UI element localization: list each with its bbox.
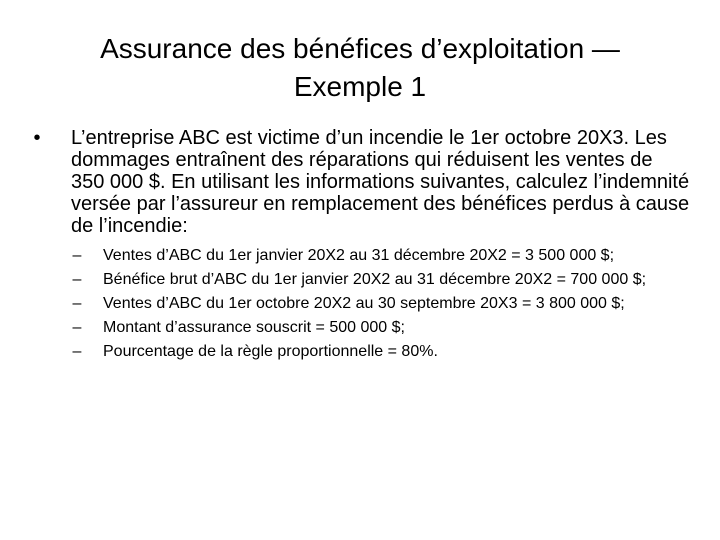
dash-marker: – xyxy=(72,247,82,264)
sub-bullet-item xyxy=(30,295,690,313)
sub-bullet-text: Ventes d’ABC du 1er janvier 20X2 au 31 décembre 20X2 = 3 500 000 $; xyxy=(103,247,615,264)
dash-marker: – xyxy=(72,271,82,288)
dash-marker: – xyxy=(72,343,82,360)
slide-body xyxy=(30,127,690,367)
sub-bullet-text: Pourcentage de la règle proportionnelle = 80%. xyxy=(103,343,438,360)
sub-bullet-item xyxy=(30,319,690,337)
sub-bullet-text: Montant d’assurance souscrit = 500 000 $; xyxy=(103,319,405,336)
sub-bullet-item xyxy=(30,343,690,361)
sub-bullet-text: Ventes d’ABC du 1er octobre 20X2 au 30 septembre 20X3 = 3 800 000 $; xyxy=(103,295,625,312)
sub-bullet-item xyxy=(30,271,690,289)
sub-bullet-text: Bénéfice brut d’ABC du 1er janvier 20X2 au 31 décembre 20X2 = 700 000 $; xyxy=(103,271,647,288)
sub-bullet-list xyxy=(30,247,690,361)
main-bullet xyxy=(30,127,690,237)
bullet-marker: • xyxy=(33,127,41,149)
sub-bullet-item xyxy=(30,247,690,265)
main-bullet-text: L’entreprise ABC est victime d’un incendie le 1er octobre 20X3. Les dommages entraînent des réparations qui réduisent les ventes de 350 000 $. En utilisant les informations suivantes, calculez l’indemnité versée par l’assureur en remplacement des bénéfices perdus à cause de l’incendie: xyxy=(71,127,690,237)
dash-marker: – xyxy=(72,295,82,312)
slide-title: Assurance des bénéfices d’exploitation — Exemple 1 xyxy=(100,33,620,102)
dash-marker: – xyxy=(72,319,82,336)
